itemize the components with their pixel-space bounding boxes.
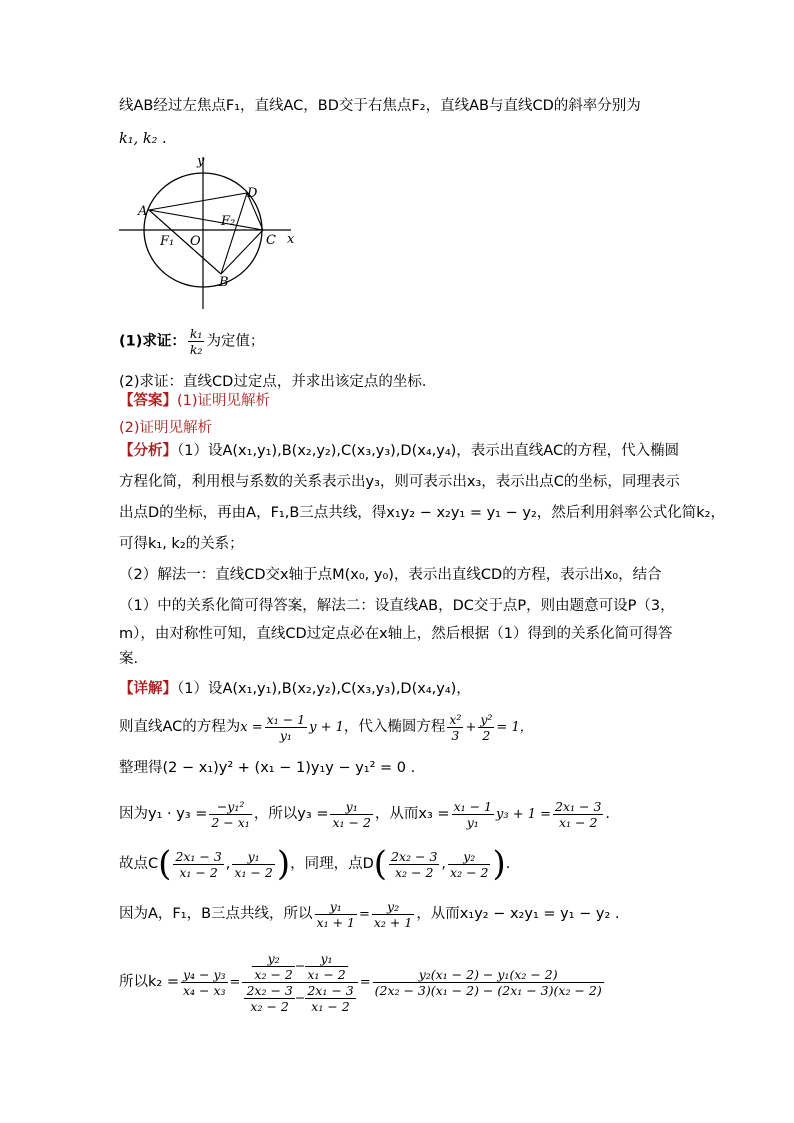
frac-num: y₁ <box>305 951 347 967</box>
label-y: y <box>197 154 205 169</box>
detail-l4-mid2: ，从而x₃ = <box>374 806 450 822</box>
frac-den: x₄ − x₃ <box>182 982 226 998</box>
answer-tag: 【答案】 <box>119 393 177 409</box>
detail-l6-eq: = <box>358 907 370 922</box>
detail-l7-frac-1 <box>181 967 228 998</box>
detail-l7-eq: = <box>229 975 241 990</box>
detail-l2-plus: + <box>465 720 477 735</box>
detail-l2-mid: ，代入椭圆方程 <box>343 719 446 735</box>
detail-l2-frac-x <box>447 712 463 743</box>
q1-frac-den: k₂ <box>189 342 203 357</box>
detail-l4-mid1: ，所以y₃ = <box>253 806 329 822</box>
detail-l5-d-x <box>389 849 439 880</box>
detail-l5-c-x <box>173 849 223 880</box>
detail-l2-frac <box>265 712 307 743</box>
frac-den: x₂ − 2 <box>395 864 434 880</box>
detail-l4-frac-2 <box>330 799 372 830</box>
detail-l6-frac-1 <box>315 899 357 930</box>
detail-l2-frac-y <box>478 712 494 743</box>
q1-frac-num: k₁ <box>189 326 203 341</box>
intro-line-1: 线AB经过左焦点F₁，直线AC，BD交于右焦点F₂，直线AB与直线CD的斜率分别为 <box>119 98 641 114</box>
detail-l5-end: . <box>505 856 511 872</box>
detail-line-6 <box>119 896 620 933</box>
frac-den: 2 − x₁ <box>211 814 250 830</box>
detail-line-5: 故点C( $\frac{\text{2x₁ − 3}}{\text{x₁ − 2}}$ , $\frac{\text{y₁}}{\text{x₁ − 2}}$ )，同理，点D( $\frac{\text{2x₂ − 3}}{\text{x₂ − 2}}$ , $\frac{\text{y₂}}{\text{x₂ − 2}}$ ). <box>119 844 511 884</box>
frac-num: 2x₂ − 3 <box>246 982 293 998</box>
detail-l5-c-y <box>232 849 274 880</box>
frac-den: x₂ + 1 <box>373 914 413 930</box>
analysis-tag: 【分析】 <box>119 443 177 459</box>
detail-l6-frac-2 <box>372 899 414 930</box>
analysis-line-4: 可得k₁, k₂的关系； <box>119 536 244 552</box>
answer-line-2 <box>119 418 212 438</box>
detail-l2-lhs: x = <box>240 720 263 735</box>
frac-den: x₁ − 2 <box>332 814 371 830</box>
detail-tag: 【详解】 <box>119 681 177 697</box>
detail-l4-frac-4 <box>553 799 603 830</box>
detail-l2-rhs: y + 1 <box>309 720 344 735</box>
frac-num: y₂ <box>252 951 294 967</box>
frac-den: x₁ + 1 <box>316 914 355 930</box>
frac-num: 2x₁ − 3 <box>175 848 222 864</box>
frac-den: 3 <box>451 727 460 743</box>
label-f1: F₁ <box>160 234 175 249</box>
detail-text-1: （1）设A(x₁,y₁),B(x₂,y₂),C(x₃,y₃),D(x₄,y₄)， <box>177 681 471 697</box>
detail-l7-pre: 所以k₂ = <box>119 974 179 990</box>
analysis-line-2: 方程化简，利用根与系数的关系表示出y₃，则可表示出x₃，表示出点C的坐标，同理表示 <box>119 474 680 490</box>
frac-num: x² <box>449 711 462 727</box>
detail-l5-d-y <box>448 849 490 880</box>
frac-num: y₁ <box>232 849 274 865</box>
frac-den: x₂ − 2 <box>254 966 293 982</box>
q1-label: (1)求证： <box>119 333 186 350</box>
question-1 <box>119 326 264 357</box>
frac-den: x₂ − 2 <box>450 864 489 880</box>
frac-num: y₁ <box>330 799 372 815</box>
detail-l4-end: . <box>605 806 611 822</box>
detail-l2-pre: 则直线AC的方程为 <box>119 719 241 735</box>
detail-l2-end: = 1， <box>496 720 533 735</box>
label-b: B <box>219 275 229 290</box>
detail-line-1 <box>119 679 471 699</box>
frac-den: y₁ <box>466 814 479 830</box>
detail-line-3: 整理得(2 − x₁)y² + (x₁ − 1)y₁y − y₁² = 0 . <box>119 760 416 776</box>
detail-l4-frac-1 <box>209 799 251 830</box>
detail-l5-pre: 故点C <box>119 856 159 872</box>
frac-den: x₁ − 2 <box>179 864 218 880</box>
frac-num: y₁ <box>315 899 357 915</box>
analysis-line-6: （1）中的关系化简可得答案，解法二：设直线AB，DC交于点P，则由题意可设P（3， <box>119 598 675 614</box>
frac-den: x₁ − 2 <box>558 814 598 830</box>
line-ac <box>149 210 263 230</box>
answer-line-1 <box>119 391 270 411</box>
frac-den: x₁ − 2 <box>311 998 350 1014</box>
detail-line-7 <box>119 947 606 1018</box>
frac-num: y₂(x₁ − 2) − y₁(x₂ − 2) <box>373 967 604 983</box>
detail-l6-end: ，从而x₁y₂ − x₂y₁ = y₁ − y₂ . <box>416 906 620 922</box>
frac-den: x₁ − 2 <box>234 864 273 880</box>
analysis-line-5: （2）解法一：直线CD交x轴于点M(x₀, y₀)，表示出直线CD的方程，表示出x₀，结合 <box>119 567 662 583</box>
label-f2: F₂ <box>221 214 236 229</box>
frac-den: y₁ <box>279 727 292 743</box>
frac-num: x₁ − 1 <box>266 711 306 727</box>
analysis-line-3: 出点D的坐标，再由A，F₁,B三点共线，得x₁y₂ − x₂y₁ = y₁ − y₂，然后利用斜率公式化简k₂， <box>119 505 725 521</box>
frac-num: y² <box>480 711 493 727</box>
analysis-line-8: 案. <box>119 651 139 667</box>
intro-line-2: k₁, k₂ . <box>119 131 167 147</box>
frac-den: 2 <box>482 727 491 743</box>
label-d: D <box>247 186 258 201</box>
q1-tail: 为定值； <box>206 333 265 350</box>
detail-l6-pre: 因为A，F₁，B三点共线，所以 <box>119 906 313 922</box>
frac-num: 2x₁ − 3 <box>555 798 602 814</box>
analysis-line-1 <box>119 441 679 461</box>
frac-num: 2x₂ − 3 <box>391 848 438 864</box>
label-o: O <box>190 234 201 249</box>
frac-num: y₂ <box>448 849 490 865</box>
detail-l5-mid: ，同理，点D <box>290 856 374 872</box>
detail-l4-pre: 因为y₁ · y₃ = <box>119 806 208 822</box>
question-2: (2)求证：直线CD过定点，并求出该定点的坐标． <box>119 374 437 390</box>
answer-1: (1)证明见解析 <box>177 393 271 409</box>
detail-l7-eq2: = <box>359 975 371 990</box>
frac-den: (2x₂ − 3)(x₁ − 2) − (2x₁ − 3)(x₂ − 2) <box>374 982 602 998</box>
answer-2: (2)证明见解析 <box>119 420 213 436</box>
frac-num: y₄ − y₃ <box>182 966 226 982</box>
analysis-text-1: （1）设A(x₁,y₁),B(x₂,y₂),C(x₃,y₃),D(x₄,y₄)，表示出直线AC的方程，代入椭圆 <box>177 443 680 459</box>
frac-num: 2x₁ − 3 <box>307 982 354 998</box>
q1-fraction <box>188 326 205 357</box>
frac-num: −y₁² <box>209 799 251 815</box>
ellipse-figure <box>119 153 309 313</box>
detail-line-2 <box>119 710 533 745</box>
detail-l4-mid3: y₃ + 1 = <box>496 807 552 822</box>
frac-num: x₁ − 1 <box>453 798 492 814</box>
compound-num: $\frac{\text{y₂}}{\text{x₂ − 2}}$ − $\frac{\text{y₁}}{\text{x₁ − 2}}$ <box>242 951 357 983</box>
detail-line-4 <box>119 796 610 833</box>
detail-l7-compound-frac <box>242 951 357 1014</box>
detail-l4-frac-3 <box>452 799 494 830</box>
compound-den: $\frac{\text{2x₂ − 3}}{\text{x₂ − 2}}$ − $\frac{\text{2x₁ − 3}}{\text{x₁ − 2}}$ <box>246 982 354 1014</box>
analysis-line-7: m），由对称性可知，直线CD过定点必在x轴上，然后根据（1）得到的关系化简可得答 <box>119 626 673 642</box>
frac-den: x₁ − 2 <box>307 966 346 982</box>
label-a: A <box>138 204 148 219</box>
line-bd <box>221 193 247 274</box>
frac-num: y₂ <box>372 899 414 915</box>
label-c: C <box>266 233 276 248</box>
frac-den: x₂ − 2 <box>250 998 289 1014</box>
label-x: x <box>287 232 295 247</box>
detail-l7-frac-last <box>373 967 604 998</box>
